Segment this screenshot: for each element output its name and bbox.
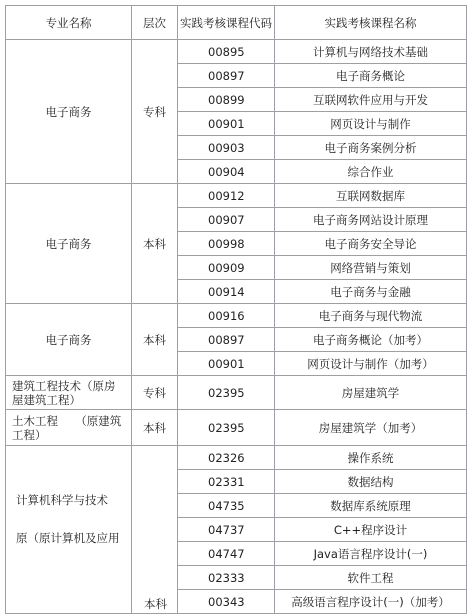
header-course-name: 实践考核课程名称 bbox=[275, 6, 467, 40]
level-cell: 专科 bbox=[132, 40, 178, 184]
course-name: 电子商务案例分析 bbox=[275, 136, 467, 160]
major-cell: 建筑工程技术（原房屋建筑工程） bbox=[6, 376, 132, 410]
course-name: 电子商务网站设计原理 bbox=[275, 208, 467, 232]
course-code: 04747 bbox=[178, 542, 275, 566]
course-name: Java语言程序设计(一) bbox=[275, 542, 467, 566]
course-code: 04737 bbox=[178, 518, 275, 542]
course-code: 00343 bbox=[178, 590, 275, 614]
table-header-row bbox=[6, 6, 467, 40]
course-name: C++程序设计 bbox=[275, 518, 467, 542]
major-cell: 电子商务 bbox=[6, 304, 132, 376]
course-code: 02326 bbox=[178, 446, 275, 470]
course-name: 互联网数据库 bbox=[275, 184, 467, 208]
course-code: 00909 bbox=[178, 256, 275, 280]
course-name: 电子商务概论 bbox=[275, 64, 467, 88]
header-level: 层次 bbox=[132, 6, 178, 40]
course-code: 02395 bbox=[178, 410, 275, 446]
course-code: 02395 bbox=[178, 376, 275, 410]
header-major: 专业名称 bbox=[6, 6, 132, 40]
major-cell bbox=[6, 446, 132, 614]
level-cell: 专科 bbox=[132, 376, 178, 410]
course-code: 00897 bbox=[178, 64, 275, 88]
table-row bbox=[6, 376, 467, 410]
table-row bbox=[6, 184, 467, 208]
course-name: 互联网软件应用与开发 bbox=[275, 88, 467, 112]
course-name: 网页设计与制作 bbox=[275, 112, 467, 136]
major-line: 计算机科学与技术 bbox=[16, 493, 108, 507]
level-cell: 本科 bbox=[132, 446, 178, 614]
course-table bbox=[5, 5, 467, 614]
course-code: 04735 bbox=[178, 494, 275, 518]
course-name: 电子商务安全导论 bbox=[275, 232, 467, 256]
major-line: 原（原计算机及应用 bbox=[16, 531, 120, 545]
course-code: 00916 bbox=[178, 304, 275, 328]
course-name: 房屋建筑学（加考） bbox=[275, 410, 467, 446]
course-name: 房屋建筑学 bbox=[275, 376, 467, 410]
course-name: 数据库系统原理 bbox=[275, 494, 467, 518]
course-name: 网络营销与策划 bbox=[275, 256, 467, 280]
course-code: 00998 bbox=[178, 232, 275, 256]
course-name: 电子商务概论（加考） bbox=[275, 328, 467, 352]
course-code: 00901 bbox=[178, 112, 275, 136]
course-name: 网页设计与制作（加考） bbox=[275, 352, 467, 376]
course-name: 电子商务与金融 bbox=[275, 280, 467, 304]
table-row bbox=[6, 410, 467, 446]
course-name: 高级语言程序设计(一)（加考） bbox=[275, 590, 467, 614]
table-row bbox=[6, 304, 467, 328]
course-name: 电子商务与现代物流 bbox=[275, 304, 467, 328]
course-code: 00904 bbox=[178, 160, 275, 184]
major-cell: 土木工程 （原建筑工程） bbox=[6, 410, 132, 446]
course-name: 数据结构 bbox=[275, 470, 467, 494]
course-name: 综合作业 bbox=[275, 160, 467, 184]
course-code: 00907 bbox=[178, 208, 275, 232]
major-cell: 电子商务 bbox=[6, 40, 132, 184]
major-cell: 电子商务 bbox=[6, 184, 132, 304]
level-cell: 本科 bbox=[132, 304, 178, 376]
course-code: 00901 bbox=[178, 352, 275, 376]
course-code: 02331 bbox=[178, 470, 275, 494]
course-code: 00914 bbox=[178, 280, 275, 304]
course-code: 00899 bbox=[178, 88, 275, 112]
course-code: 00903 bbox=[178, 136, 275, 160]
course-code: 00912 bbox=[178, 184, 275, 208]
course-name: 软件工程 bbox=[275, 566, 467, 590]
table-row bbox=[6, 446, 467, 470]
course-name: 计算机与网络技术基础 bbox=[275, 40, 467, 64]
level-cell: 本科 bbox=[132, 410, 178, 446]
course-code: 00895 bbox=[178, 40, 275, 64]
table-row bbox=[6, 40, 467, 64]
course-code: 00897 bbox=[178, 328, 275, 352]
header-course-code: 实践考核课程代码 bbox=[178, 6, 275, 40]
level-cell: 本科 bbox=[132, 184, 178, 304]
course-code: 02333 bbox=[178, 566, 275, 590]
course-name: 操作系统 bbox=[275, 446, 467, 470]
